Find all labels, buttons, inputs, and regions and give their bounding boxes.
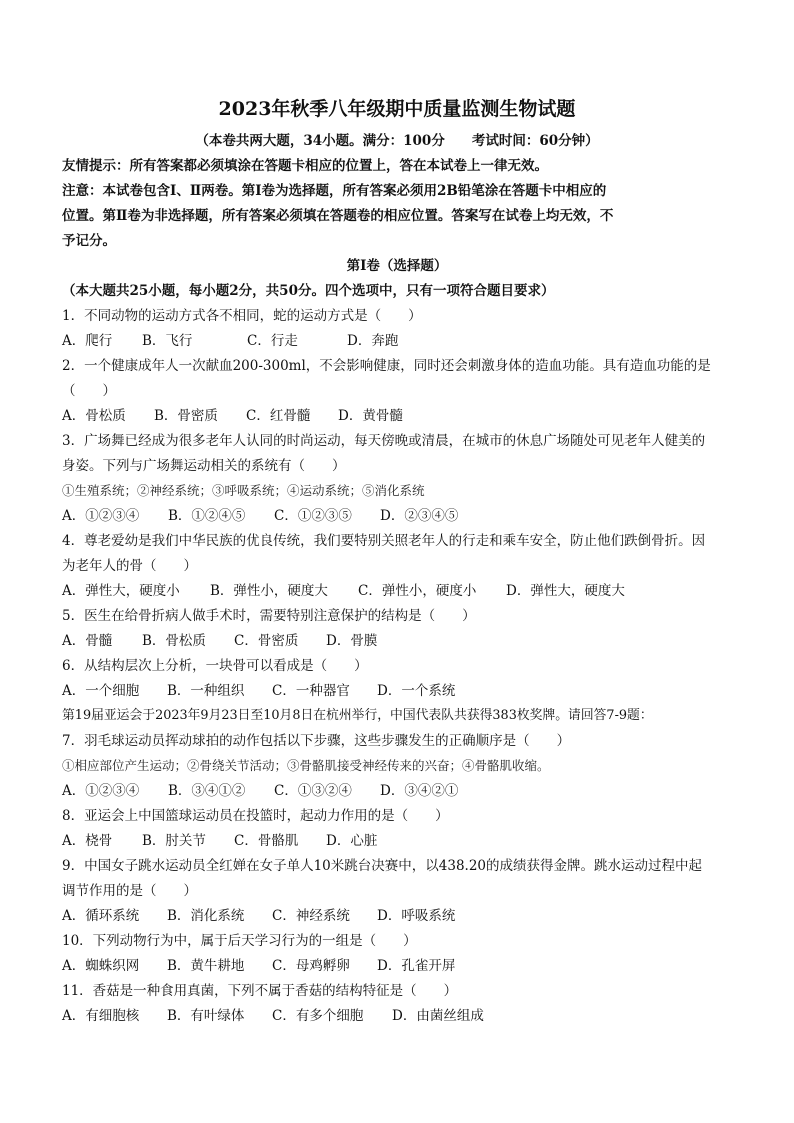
option-c: C．红骨髓 — [246, 408, 311, 424]
passage-text: 第19届亚运会于2023年9月23日至10月8日在杭州举行，中国代表队共获得383枚奖牌。请回答7-9题： — [62, 708, 653, 723]
option-d: D．心脏 — [326, 833, 378, 849]
option-a: A．循环系统 — [62, 908, 140, 924]
option-b: B．③④①② — [168, 783, 246, 799]
option-d: D．孔雀开屏 — [377, 958, 456, 974]
option-d: D．黄骨髓 — [338, 408, 403, 424]
section-instructions: （本大题共25小题，每小题2分，共50分。四个选项中，只有一项符合题目要求） — [62, 283, 555, 299]
option-b: B．黄牛耕地 — [167, 958, 245, 974]
option-b: B．①②④⑤ — [168, 508, 246, 524]
option-a: A．①②③④ — [62, 783, 140, 799]
option-c: C．骨密质 — [234, 633, 299, 649]
question-3-stem-cont: 身姿。下列与广场舞运动相关的系统有（ ） — [62, 458, 346, 474]
option-c: C．行走 — [247, 333, 298, 349]
option-a: A．骨松质 — [62, 408, 126, 424]
question-4-stem-cont: 为老年人的骨（ ） — [62, 558, 197, 574]
option-c: C．骨骼肌 — [234, 833, 299, 849]
question-7-list: ①相应部位产生运动；②骨绕关节活动；③骨骼肌接受神经传来的兴奋；④骨骼肌收缩。 — [62, 758, 550, 773]
option-c: C．有多个细胞 — [272, 1008, 364, 1024]
option-d: D．弹性大，硬度大 — [506, 583, 625, 599]
attention-line-1: 注意：本试卷包含Ⅰ、Ⅱ两卷。第Ⅰ卷为选择题，所有答案必须用2B铅笔涂在答题卡中相应的 — [62, 183, 607, 199]
question-8-options — [62, 831, 742, 851]
question-6-options — [62, 681, 742, 701]
question-10-stem: 10．下列动物行为中，属于后天学习行为的一组是（ ） — [62, 933, 417, 949]
question-9-stem-cont: 调节作用的是（ ） — [62, 883, 197, 899]
question-11-stem: 11．香菇是一种食用真菌，下列不属于香菇的结构特征是（ ） — [62, 983, 458, 999]
option-b: B．骨密质 — [154, 408, 218, 424]
option-d: D．由菌丝组成 — [392, 1008, 484, 1024]
option-c: C．①②③⑤ — [274, 508, 352, 524]
option-c: C．母鸡孵卵 — [272, 958, 350, 974]
option-a: A．爬行 — [62, 333, 113, 349]
option-a: A．一个细胞 — [62, 683, 140, 699]
option-d: D．②③④⑤ — [380, 508, 459, 524]
option-b: B．有叶绿体 — [167, 1008, 245, 1024]
option-a: A．桡骨 — [62, 833, 113, 849]
option-b: B．弹性小，硬度大 — [210, 583, 328, 599]
question-10-options — [62, 956, 742, 976]
option-b: B．肘关节 — [142, 833, 206, 849]
option-b: B．飞行 — [142, 333, 193, 349]
option-d: D．一个系统 — [377, 683, 456, 699]
question-1-stem: 1．不同动物的运动方式各不相同，蛇的运动方式是（ ） — [62, 308, 422, 324]
section-title: 第Ⅰ卷（选择题） — [346, 258, 448, 274]
question-9-options — [62, 906, 742, 926]
option-b: B．骨松质 — [142, 633, 206, 649]
question-7-options — [62, 781, 742, 801]
exam-title: 2023年秋季八年级期中质量监测生物试题 — [218, 98, 576, 120]
option-d: D．奔跑 — [347, 333, 399, 349]
question-7-stem: 7．羽毛球运动员挥动球拍的动作包括以下步骤，这些步骤发生的正确顺序是（ ） — [62, 733, 571, 749]
question-1-options — [62, 331, 742, 351]
option-c: C．一种器官 — [272, 683, 350, 699]
option-c: C．神经系统 — [272, 908, 350, 924]
question-2-stem: 2．一个健康成年人一次献血200-300ml，不会影响健康，同时还会刺激身体的造血功能。具有造血功能的是 — [62, 358, 711, 374]
attention-line-2: 位置。第Ⅱ卷为非选择题，所有答案必须填在答题卷的相应位置。答案写在试卷上均无效，不 — [62, 208, 614, 224]
question-5-stem: 5．医生在给骨折病人做手术时，需要特别注意保护的结构是（ ） — [62, 608, 476, 624]
option-a: A．蜘蛛织网 — [62, 958, 140, 974]
question-9-stem: 9．中国女子跳水运动员全红婵在女子单人10米跳台决赛中，以438.20的成绩获得金牌。跳水运动过程中起 — [62, 858, 703, 874]
option-a: A．骨髓 — [62, 633, 113, 649]
question-3-list: ①生殖系统；②神经系统；③呼吸系统；④运动系统；⑤消化系统 — [62, 483, 425, 498]
option-d: D．呼吸系统 — [377, 908, 456, 924]
option-b: B．一种组织 — [167, 683, 245, 699]
option-d: D．骨膜 — [326, 633, 378, 649]
attention-line-3: 予记分。 — [62, 233, 116, 249]
question-6-stem: 6．从结构层次上分析，一块骨可以看成是（ ） — [62, 658, 368, 674]
exam-subtitle: （本卷共两大题，34小题。满分：100分 考试时间：60分钟） — [195, 133, 599, 149]
question-4-stem: 4．尊老爱幼是我们中华民族的优良传统，我们要特别关照老年人的行走和乘车安全，防止他们跌倒骨折。因 — [62, 533, 706, 549]
option-c: C．①③②④ — [274, 783, 352, 799]
option-a: A．有细胞核 — [62, 1008, 140, 1024]
question-3-stem: 3．广场舞已经成为很多老年人认同的时尚运动，每天傍晚或清晨，在城市的休息广场随处可见老年人健美的 — [62, 433, 706, 449]
option-d: D．③④②① — [380, 783, 459, 799]
option-a: A．①②③④ — [62, 508, 140, 524]
question-4-options — [62, 581, 742, 601]
option-c: C．弹性小，硬度小 — [358, 583, 477, 599]
friendly-notice: 友情提示：所有答案都必须填涂在答题卡相应的位置上，答在本试卷上一律无效。 — [62, 158, 548, 174]
question-5-options — [62, 631, 742, 651]
question-11-options — [62, 1006, 742, 1026]
question-8-stem: 8．亚运会上中国篮球运动员在投篮时，起动力作用的是（ ） — [62, 808, 449, 824]
question-2-stem-cont: （ ） — [62, 383, 116, 399]
option-b: B．消化系统 — [167, 908, 245, 924]
question-2-options — [62, 406, 742, 426]
option-a: A．弹性大，硬度小 — [62, 583, 180, 599]
question-3-options — [62, 506, 742, 526]
